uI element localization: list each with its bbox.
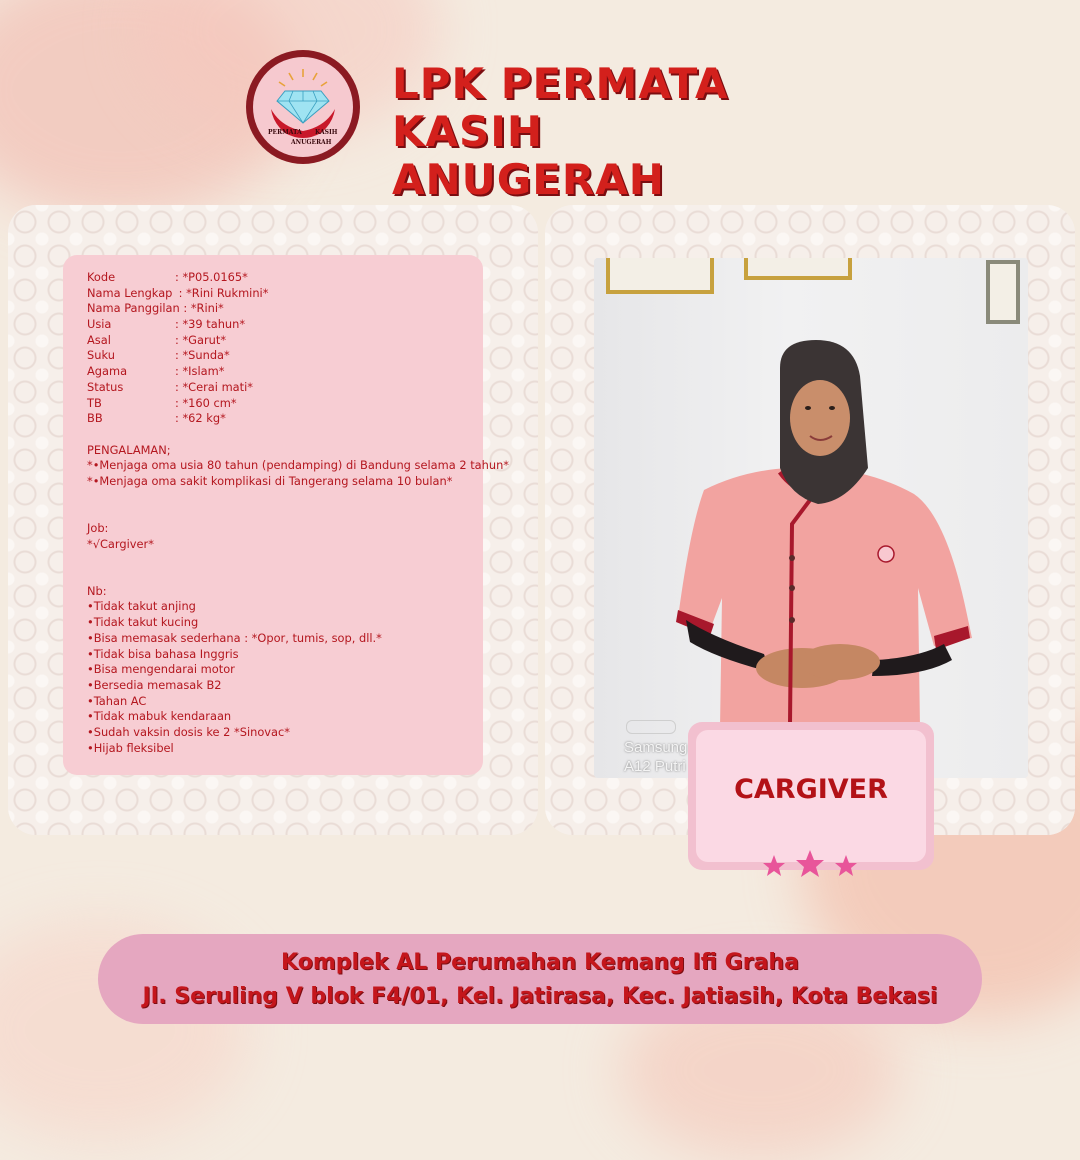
- note-item: •Tahan AC: [87, 693, 147, 708]
- notes-heading: Nb:: [87, 583, 107, 598]
- note-item: •Hijab fleksibel: [87, 740, 174, 755]
- logo-badge: [253, 57, 353, 157]
- experience-heading: PENGALAMAN;: [87, 442, 171, 457]
- experience-item: *•Menjaga oma usia 80 tahun (pendamping) di Bandung selama 2 tahun*: [87, 458, 509, 473]
- address-line2: Jl. Seruling V blok F4/01, Kel. Jatirasa, Kec. Jatiasih, Kota Bekasi: [142, 984, 938, 1009]
- note-item: •Tidak takut anjing: [87, 599, 196, 614]
- note-item: •Bisa memasak sederhana : *Opor, tumis, sop, dll.*: [87, 630, 382, 645]
- logo-text-kasih: KASIH: [315, 129, 338, 136]
- field-nama-panggilan: Nama Panggilan : *Rini*: [87, 301, 224, 316]
- note-item: •Sudah vaksin dosis ke 2 *Sinovac*: [87, 724, 290, 739]
- field-status: Status : *Cerai mati*: [87, 379, 253, 394]
- field-agama: Agama : *Islam*: [87, 364, 225, 379]
- field-asal: Asal : *Garut*: [87, 332, 227, 347]
- person-illustration: [594, 258, 1028, 778]
- note-item: •Tidak mabuk kendaraan: [87, 709, 232, 724]
- field-nama-lengkap: Nama Lengkap : *Rini Rukmini*: [87, 285, 269, 300]
- note-item: •Bisa mengendarai motor: [87, 662, 235, 677]
- camera-watermark-icon: [626, 720, 676, 734]
- brand-logo: [246, 50, 360, 164]
- flower-ornament-icon: [760, 846, 860, 882]
- note-item: •Tidak bisa bahasa Inggris: [87, 646, 239, 661]
- profile-text: [87, 270, 507, 756]
- job-value: *√Cargiver*: [87, 536, 154, 551]
- experience-item: *•Menjaga oma sakit komplikasi di Tangerang selama 10 bulan*: [87, 473, 453, 488]
- job-heading: Job:: [87, 521, 109, 535]
- logo-text-permata: PERMATA: [268, 129, 302, 136]
- brand-title-line1: LPK PERMATA: [392, 59, 729, 108]
- camera-watermark: Samsung A12 Putri: [624, 739, 688, 775]
- candidate-photo: [594, 258, 1028, 778]
- field-bb: BB : *62 kg*: [87, 411, 226, 426]
- role-badge-label: CARGIVER: [734, 774, 888, 805]
- header: [246, 50, 806, 204]
- brand-title-line2: KASIH ANUGERAH: [392, 107, 665, 204]
- brand-title: [392, 60, 806, 204]
- role-badge: [696, 730, 926, 862]
- logo-text-anugerah: ANUGERAH: [291, 139, 332, 146]
- field-usia: Usia : *39 tahun*: [87, 317, 246, 332]
- address-banner: [98, 934, 982, 1024]
- field-suku: Suku : *Sunda*: [87, 348, 230, 363]
- note-item: •Bersedia memasak B2: [87, 677, 222, 692]
- field-tb: TB : *160 cm*: [87, 395, 237, 410]
- field-kode: Kode : *P05.0165*: [87, 270, 248, 284]
- address-line1: Komplek AL Perumahan Kemang Ifi Graha: [281, 950, 799, 975]
- note-item: •Tidak takut kucing: [87, 615, 199, 630]
